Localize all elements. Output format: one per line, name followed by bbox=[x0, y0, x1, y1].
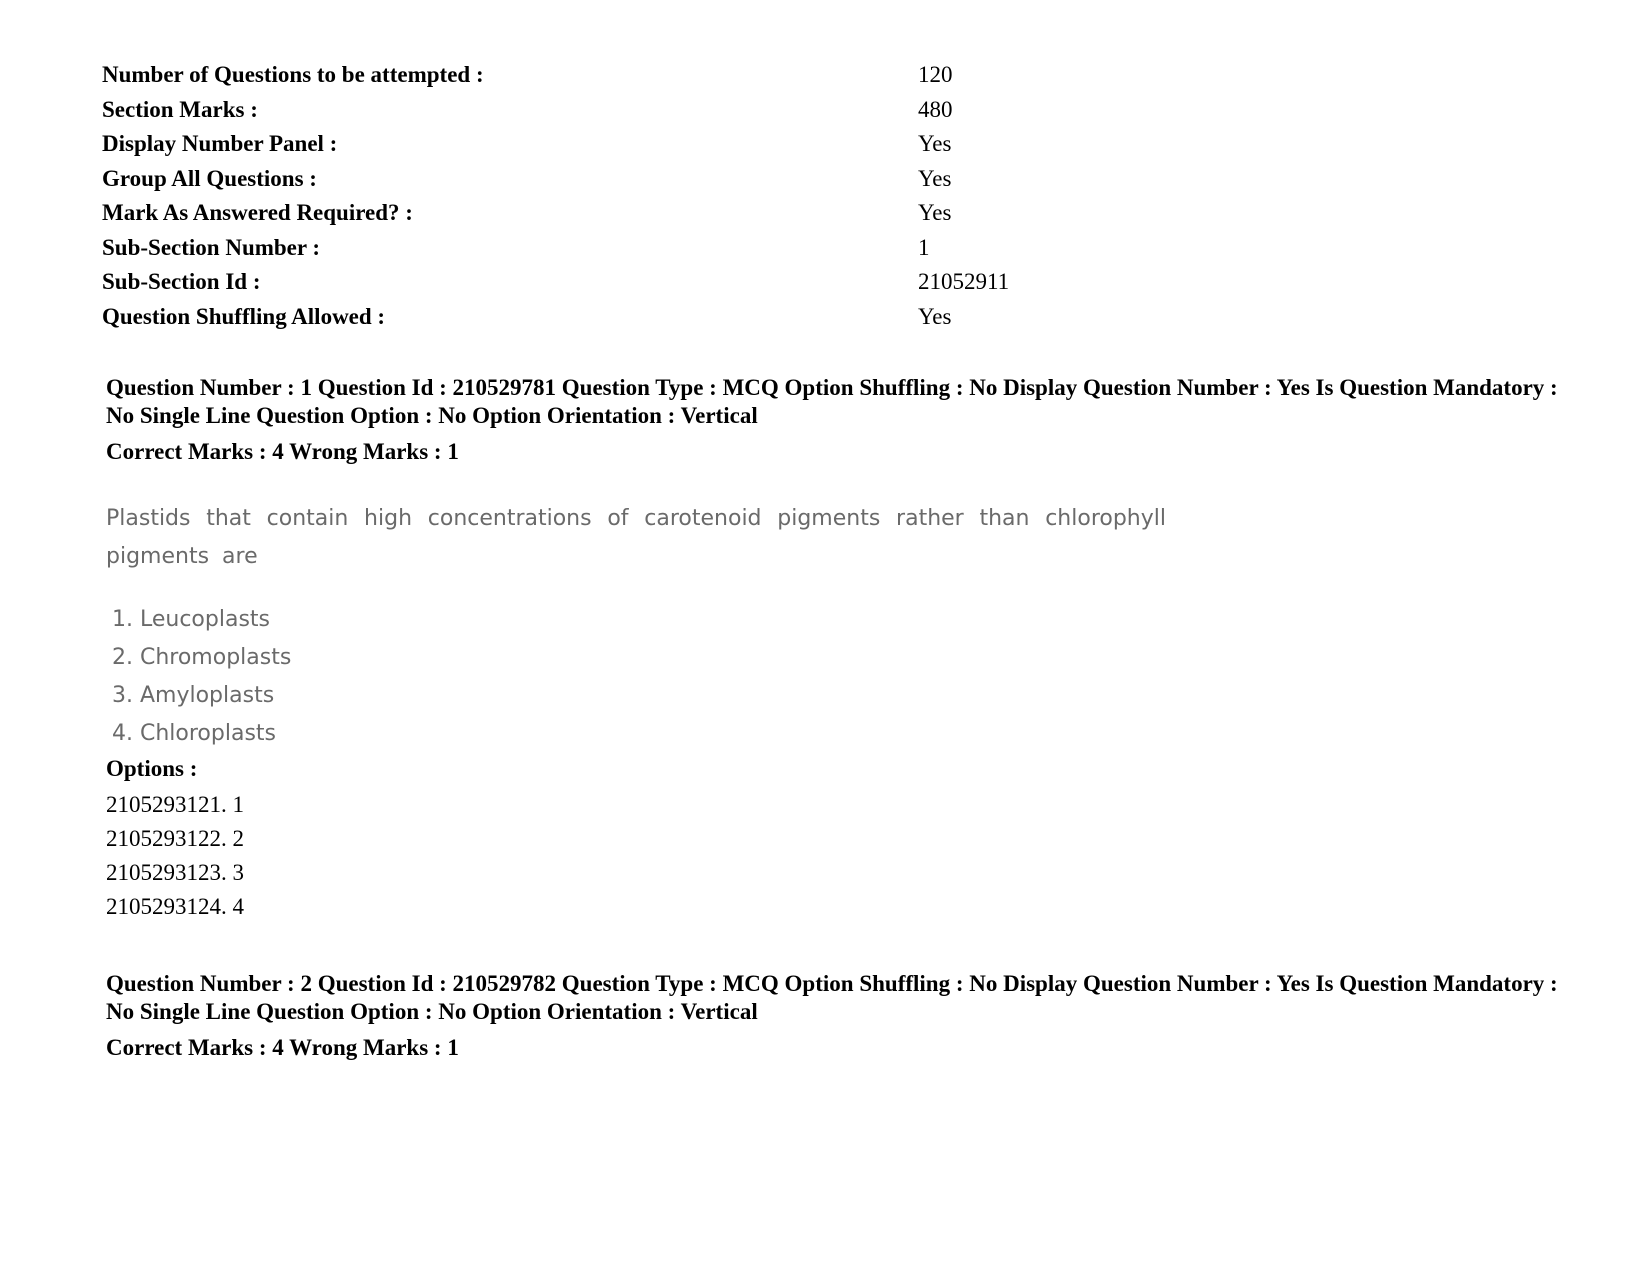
info-value: Yes bbox=[918, 200, 952, 226]
question-1-marks: Correct Marks : 4 Wrong Marks : 1 bbox=[106, 439, 459, 464]
question-2-marks: Correct Marks : 4 Wrong Marks : 1 bbox=[106, 1035, 459, 1060]
info-label: Display Number Panel : bbox=[102, 131, 338, 157]
option-item: 2105293124. 4 bbox=[106, 894, 244, 919]
info-label: Sub-Section Number : bbox=[102, 234, 321, 260]
info-value: Yes bbox=[918, 303, 952, 329]
info-value: 120 bbox=[918, 62, 953, 88]
info-value: 480 bbox=[918, 96, 953, 122]
option-item: 2105293122. 2 bbox=[106, 826, 244, 851]
section-info-table bbox=[102, 58, 1102, 334]
question-choice: 4. Chloroplasts bbox=[112, 721, 276, 746]
option-item: 2105293121. 1 bbox=[106, 792, 244, 817]
option-item: 2105293123. 3 bbox=[106, 860, 244, 885]
info-row-sub-section-number bbox=[102, 231, 1102, 266]
info-label: Mark As Answered Required? : bbox=[102, 200, 413, 226]
question-choice: 2. Chromoplasts bbox=[112, 645, 292, 670]
options-list bbox=[106, 788, 244, 924]
question-choice: 1. Leucoplasts bbox=[112, 607, 270, 632]
info-value: Yes bbox=[918, 131, 952, 157]
info-label: Section Marks : bbox=[102, 96, 258, 122]
question-1-choices bbox=[112, 601, 291, 753]
info-label: Sub-Section Id : bbox=[102, 269, 261, 295]
info-value: Yes bbox=[918, 165, 952, 191]
info-label: Number of Questions to be attempted : bbox=[102, 62, 484, 88]
info-row-display-number-panel bbox=[102, 127, 1102, 162]
info-label: Group All Questions : bbox=[102, 165, 317, 191]
question-choice: 3. Amyloplasts bbox=[112, 683, 275, 708]
info-row-section-marks bbox=[102, 93, 1102, 128]
info-label: Question Shuffling Allowed : bbox=[102, 303, 386, 329]
question-2-header: Question Number : 2 Question Id : 210529782 Question Type : MCQ Option Shuffling : No Display Question Number : Yes Is Question Mandatory : No Single Line Question Option : No Option Orientation : Vertical bbox=[106, 971, 1558, 1024]
info-row-question-shuffling bbox=[102, 300, 1102, 335]
info-row-group-all-questions bbox=[102, 162, 1102, 197]
info-row-sub-section-id bbox=[102, 265, 1102, 300]
question-1-text: Plastids that contain high concentrations of carotenoid pigments rather than chlorophyll pigments are bbox=[106, 506, 1166, 569]
info-row-mark-as-answered bbox=[102, 196, 1102, 231]
info-value: 21052911 bbox=[918, 269, 1010, 295]
info-value: 1 bbox=[918, 234, 930, 260]
question-1-header: Question Number : 1 Question Id : 210529781 Question Type : MCQ Option Shuffling : No Display Question Number : Yes Is Question Mandatory : No Single Line Question Option : No Option Orientation : Vertical bbox=[106, 375, 1558, 428]
info-row-questions-to-attempt bbox=[102, 58, 1102, 93]
options-label: Options : bbox=[106, 756, 198, 781]
